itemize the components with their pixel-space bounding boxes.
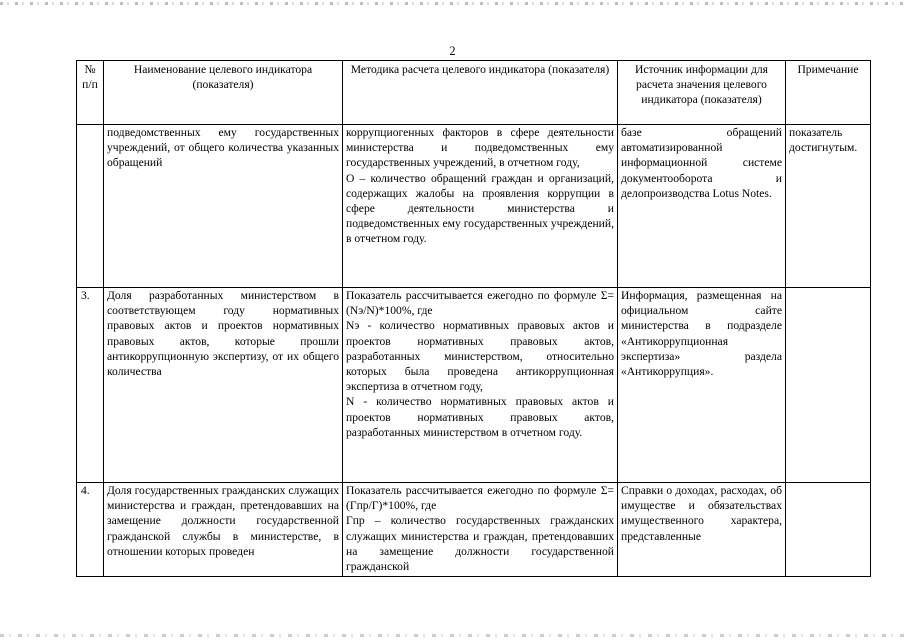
- indicator-name-cell: подведомственных ему государственных учреждений, от общего количества указанных обращений: [104, 125, 343, 288]
- method-paragraph: О – количество обращений граждан и организаций, содержащих жалобы на проявления коррупции в сфере деятельности министерства и подведомственных ему государственных учреждений, в отчетном году.: [346, 171, 614, 246]
- method-paragraph: Nэ - количество нормативных правовых актов и проектов нормативных правовых актов, разработанных министерством, относительно которых была проведена антикоррупционная экспертиза в отчетном году,: [346, 319, 614, 394]
- table-row: [77, 125, 871, 288]
- source-cell: базе обращений автоматизированной информационной системе документооборота и делопроизводства Lotus Notes.: [618, 125, 786, 288]
- indicators-table: [76, 60, 871, 577]
- row-number: 4.: [77, 483, 104, 577]
- table-row: [77, 288, 871, 483]
- method-cell: [343, 125, 618, 288]
- note-cell: [786, 483, 871, 577]
- page-number: 2: [449, 44, 456, 58]
- header-indicator-name: Наименование целевого индикатора (показателя): [104, 61, 343, 125]
- method-cell: [343, 483, 618, 577]
- header-num: № п/п: [77, 61, 104, 125]
- method-paragraph: Показатель рассчитывается ежегодно по формуле Σ=(Nэ/N)*100%, где: [346, 289, 614, 318]
- header-source: Источник информации для расчета значения целевого индикатора (показателя): [618, 61, 786, 125]
- indicator-name-cell: Доля государственных гражданских служащих министерства и граждан, претендовавших на замещение должности государственной гражданской службы в министерстве, в отношении которых проведен: [104, 483, 343, 577]
- source-cell: Справки о доходах, расходах, об имуществе и обязательствах имущественного характера, представленные: [618, 483, 786, 577]
- note-cell: показатель достигнутым.: [786, 125, 871, 288]
- table-header-row: [77, 61, 871, 125]
- note-cell: [786, 288, 871, 483]
- method-paragraph: коррупциогенных факторов в сфере деятельности министерства и подведомственных ему государственных учреждений, в отчетном году,: [346, 126, 614, 170]
- row-number: [77, 125, 104, 288]
- table-row: [77, 483, 871, 577]
- method-cell: [343, 288, 618, 483]
- scan-noise-top: [0, 2, 905, 5]
- header-method: Методика расчета целевого индикатора (показателя): [343, 61, 618, 125]
- method-paragraph: Показатель рассчитывается ежегодно по формуле Σ=(Гпр/Г)*100%, где: [346, 484, 614, 513]
- source-cell: Информация, размещенная на официальном сайте министерства в подразделе «Антикоррупционная экспертиза» раздела «Антикоррупция».: [618, 288, 786, 483]
- indicator-name-cell: Доля разработанных министерством в соответствующем году нормативных правовых актов и проектов нормативных правовых актов, которые прошли антикоррупционную экспертизу, от их общего количества: [104, 288, 343, 483]
- scan-noise-bottom: [0, 634, 905, 637]
- method-paragraph: N - количество нормативных правовых актов и проектов нормативных правовых актов, разработанных министерством в отчетном году.: [346, 395, 614, 439]
- method-paragraph: Гпр – количество государственных гражданских служащих министерства и граждан, претендовавших на замещение должности государственной гражданской: [346, 514, 614, 574]
- row-number: 3.: [77, 288, 104, 483]
- header-note: Примечание: [786, 61, 871, 125]
